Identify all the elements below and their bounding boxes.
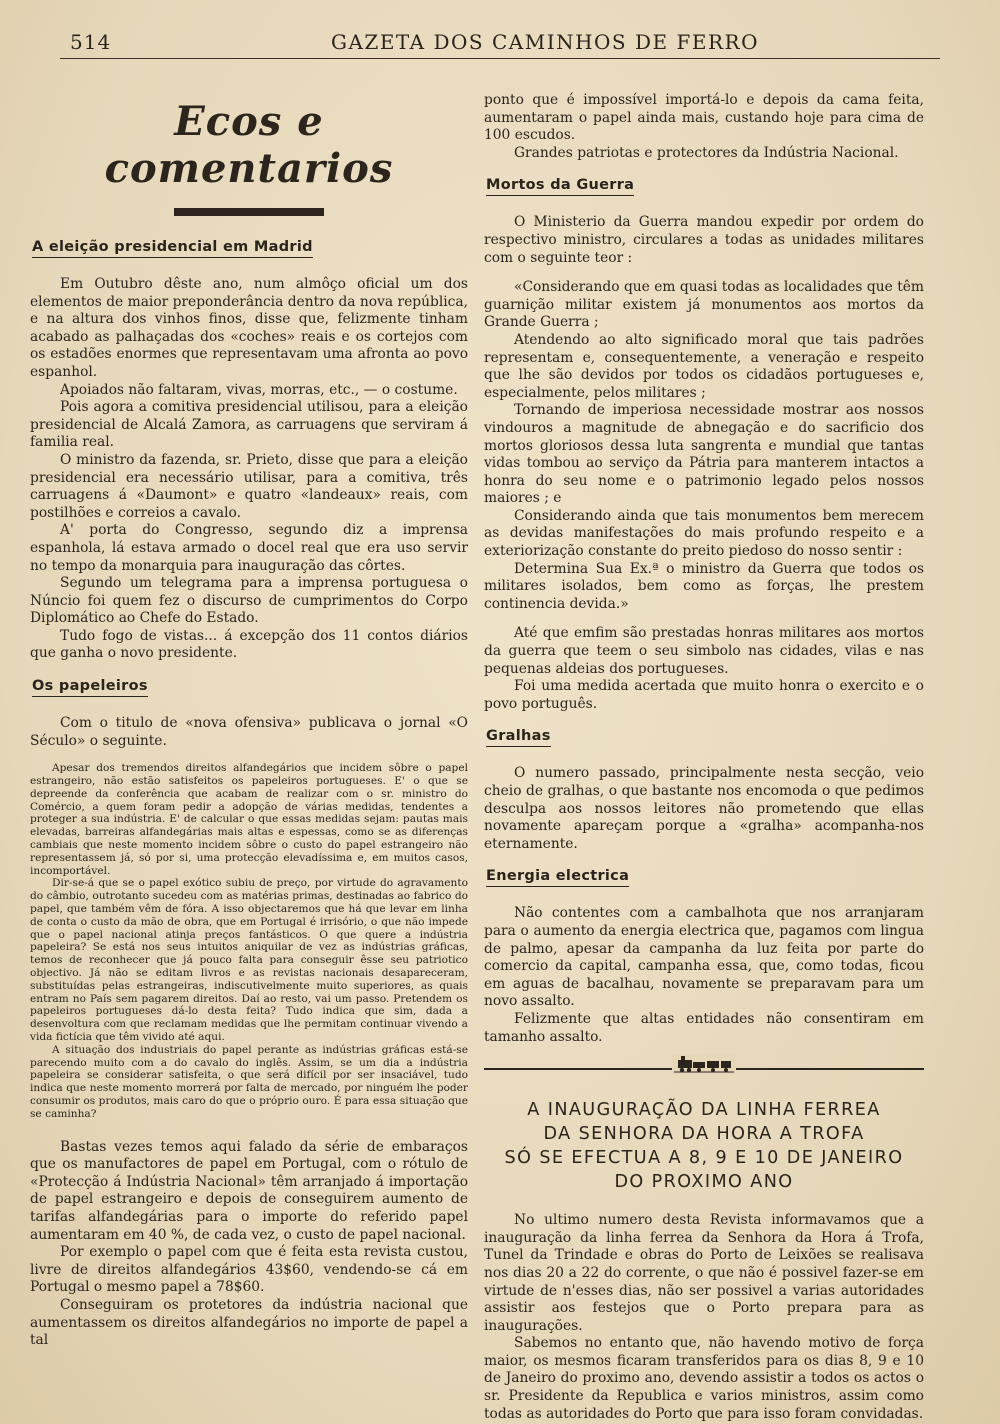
paragraph-continued: ponto que é impossível importá-lo e depois da cama feita, aumentaram o papel ainda mais, custando hoje para cima de 100 escudos.	[484, 92, 924, 144]
article-headline	[484, 1098, 924, 1194]
quoted-paragraph: Apesar dos tremendos direitos alfandegários que incidem sôbre o papel estrangeiro, não estão satisfeitos os papeleiros portugueses. E' o que se depreende da conferência que acabam de realizar com o sr. ministro do Comércio, a quem foram pedir a adopção de várias medidas, tendentes a proteger a sua indústria. E' de calcular o que essas medidas sejam: pautas mais elevadas, barreiras alfandegárias mais altas e espessas, como se as diferenças cambiais que neste momento incidem sôbre o custo do papel estrangeiro não representassem já, só por si, uma protecção elevadíssima e, em muitos casos, incomportável.	[30, 762, 468, 877]
section-divider	[484, 1054, 924, 1076]
section-heading-mortos-guerra: Mortos da Guerra	[486, 177, 634, 196]
paragraph: Até que emfim são prestadas honras militares aos mortos da guerra que teem o seu simbolo nas cidades, vilas e nas pequenas aldeias dos portugueses.	[484, 625, 924, 677]
main-title: Ecos e comentarios	[104, 98, 394, 192]
paragraph: Em Outubro dêste ano, num almôço oficial um dos elementos de maior preponderância dentro da nova república, e na altura dos vinhos finos, disse que, felizmente tinham acabado as palhaçadas dos «coches» reais e os cortejos com os estadões enormes que representavam uma afronta ao povo espanhol.	[30, 276, 468, 380]
paragraph: O ministro da fazenda, sr. Prieto, disse que para a eleição presidencial era necessário utilisar, para a comitiva, três carruagens á «Daumont» e quatro «landeaux» reais, com postilhões e correios a cavalo.	[30, 451, 468, 521]
section-heading-gralhas: Gralhas	[486, 728, 551, 747]
section-heading-energia: Energia electrica	[486, 868, 629, 887]
paragraph: «Considerando que em quasi todas as localidades que têm guarnição militar existem já monumentos aos mortos da Grande Guerra ;	[484, 279, 924, 331]
quoted-paragraph: Dir-se-á que se o papel exótico subiu de preço, por virtude do agravamento do câmbio, outrotanto sucedeu com as matérias primas, destinadas ao fabrico do papel, que também vêm de fóra. A isso objectaremos que há que levar em linha de conta o custo da mão de obra, que em Portugal é irrisório, o que não impede que o papel nacional atinja preços fantásticos. O que quere a indústria papeleira? Se está nos seus intuitos aniquilar de vez as indústrias gráficas, temos de reconhecer que já pouco falta para conseguir êsse seu patriotico objectivo. Já não se editam livros e as revistas nacionais desapareceram, substituídas pelas estrangeiras, indiscutivelmente muito superiores, as quais entram no País sem pagarem direitos. Daí ao resto, vai um passo. Pretendem os papeleiros portugueses dá-lo desta feita? Tudo indica que sim, dada a desenvoltura com que reclamam medidas que lhe permitam continuar vivendo a vida fictícia que têm vivido até aqui.	[30, 877, 468, 1043]
headline-line: DA SENHORA DA HORA A TROFA	[543, 1124, 865, 1145]
paragraph: Foi uma medida acertada que muito honra o exercito e o povo português.	[484, 678, 924, 712]
paragraph: Por exemplo o papel com que é feita esta revista custou, livre de direitos alfandegários 43$60, vendendo-se cá em Portugal o mesmo papel a 78$60.	[30, 1244, 468, 1296]
headline-line: SÓ SE EFECTUA A 8, 9 E 10 DE JANEIRO	[504, 1148, 904, 1169]
right-column	[484, 92, 924, 1423]
paragraph: Felizmente que altas entidades não consentiram em tamanho assalto.	[484, 1010, 924, 1045]
headline-line: DO PROXIMO ANO	[614, 1172, 794, 1193]
paragraph: Pois agora a comitiva presidencial utilisou, para a eleição presidencial de Alcalá Zamora, as carruagens que serviram á familia real.	[30, 399, 468, 451]
train-icon	[672, 1054, 736, 1074]
page-number: 514	[70, 30, 112, 54]
paragraph: A' porta do Congresso, segundo diz a imprensa espanhola, lá estava armado o docel real que era uso servir no tempo da monarquia para inauguração das côrtes.	[30, 522, 468, 574]
paragraph: O numero passado, principalmente nesta secção, veio cheio de gralhas, o que bastante nos encomoda o que pedimos desculpa aos nossos leitores não prometendo que ellas novamente apareçam porque a «gralha» acompanha-nos eternamente.	[484, 765, 924, 852]
paragraph: Apoiados não faltaram, vivas, morras, etc., — o costume.	[60, 381, 458, 398]
title-rule	[174, 208, 324, 216]
running-title: GAZETA DOS CAMINHOS DE FERRO	[331, 30, 759, 54]
paragraph: Atendendo ao alto significado moral que tais padrões representam e, consequentemente, a veneração e respeito que lhe são devidos por todos os cidadãos portugueses e, especialmente, pelos militares ;	[484, 331, 924, 401]
paragraph: Conseguiram os protetores da indústria nacional que aumentassem os direitos alfandegários no importe de papel a tal	[30, 1296, 468, 1349]
paragraph: Tudo fogo de vistas... á excepção dos 11 contos diários que ganha o novo presidente.	[30, 627, 468, 662]
paragraph: Segundo um telegrama para a imprensa portuguesa o Núncio foi quem fez o discurso de cumprimentos do Corpo Diplomático ao Chefe do Estado.	[30, 575, 468, 627]
left-column	[30, 92, 468, 1350]
running-header	[60, 26, 940, 59]
quoted-paragraph: A situação dos industriais do papel perante as indústrias gráficas está-se parecendo muito com a do cavalo do inglês. Assim, se um dia a indústria papeleira se considerar satisfeita, o que será difícil por ser insaciável, tudo indica que neste momento morrerá por falta de mercado, por ninguém lhe poder consumir os produtos, mais caro do que o próprio ouro. É para essa situação que se caminha?	[30, 1043, 468, 1120]
paragraph: Bastas vezes temos aqui falado da série de embaraços que os manufactores de papel em Portugal, com o rótulo de «Protecção á Indústria Nacional» têm arranjado á importação de papel estrangeiro e depois de conseguirem aumento de tarifas alfandegárias para o importe do referido papel aumentaram em 40 %, de cada vez, o custo de papel nacional.	[30, 1138, 468, 1243]
headline-line: A INAUGURAÇÃO DA LINHA FERREA	[527, 1100, 881, 1121]
paragraph: Considerando ainda que tais monumentos bem merecem as devidas manifestações do mais profundo respeito e a exteriorização constante do preito piedoso do nosso sentir :	[484, 507, 924, 560]
paragraph: No ultimo numero desta Revista informavamos que a inauguração da linha ferrea da Senhora da Hora á Trofa, Tunel da Trindade e obras do Porto de Leixões se realisava nos dias 20 a 22 do corrente, o que não é possivel fazer-se em virtude de n'esses dias, não ser possivel a varias autoridades assistir aos festejos que o Porto prepara para as inaugurações.	[484, 1212, 924, 1334]
section-heading-madrid: A eleição presidencial em Madrid	[32, 239, 313, 258]
section-heading-papeleiros: Os papeleiros	[32, 678, 148, 697]
paragraph: O Ministerio da Guerra mandou expedir por ordem do respectivo ministro, circulares a todas as unidades militares com o seguinte teor :	[484, 214, 924, 266]
paragraph: Não contentes com a cambalhota que nos arranjaram para o aumento da energia electrica que, pagamos com lingua de palmo, apesar da campanha da luz feita por parte do comercio da capital, campanha essa, que, como todas, ficou em aguas de bacalhau, novamente se preparavam para um novo assalto.	[484, 905, 924, 1010]
paragraph: Com o titulo de «nova ofensiva» publicava o jornal «O Século» o seguinte.	[30, 715, 468, 749]
quoted-article	[30, 762, 468, 1120]
paragraph: Sabemos no entanto que, não havendo motivo de força maior, os mesmos ficaram transferidos para os dias 8, 9 e 10 de Janeiro do proximo ano, devendo assistir a todos os actos o sr. Presidente da Republica e varios ministros, assim como todas as autoridades do Porto que para isso foram convidadas.	[484, 1335, 924, 1422]
paragraph: Determina Sua Ex.ª o ministro da Guerra que todos os militares isolados, bem como as forças, lhe prestem continencia devida.»	[484, 560, 924, 612]
paragraph: Grandes patriotas e protectores da Indústria Nacional.	[514, 144, 899, 161]
paragraph: Tornando de imperiosa necessidade mostrar aos nossos vindouros a magnitude de abnegação e do sacrificio dos mortos gloriosos dessa luta sangrenta e mundial que tantas vidas tombou ao serviço da Pátria para manterem intactos a honra do seu nome e o patrimonio legado pelos nossos maiores ; e	[484, 402, 924, 507]
